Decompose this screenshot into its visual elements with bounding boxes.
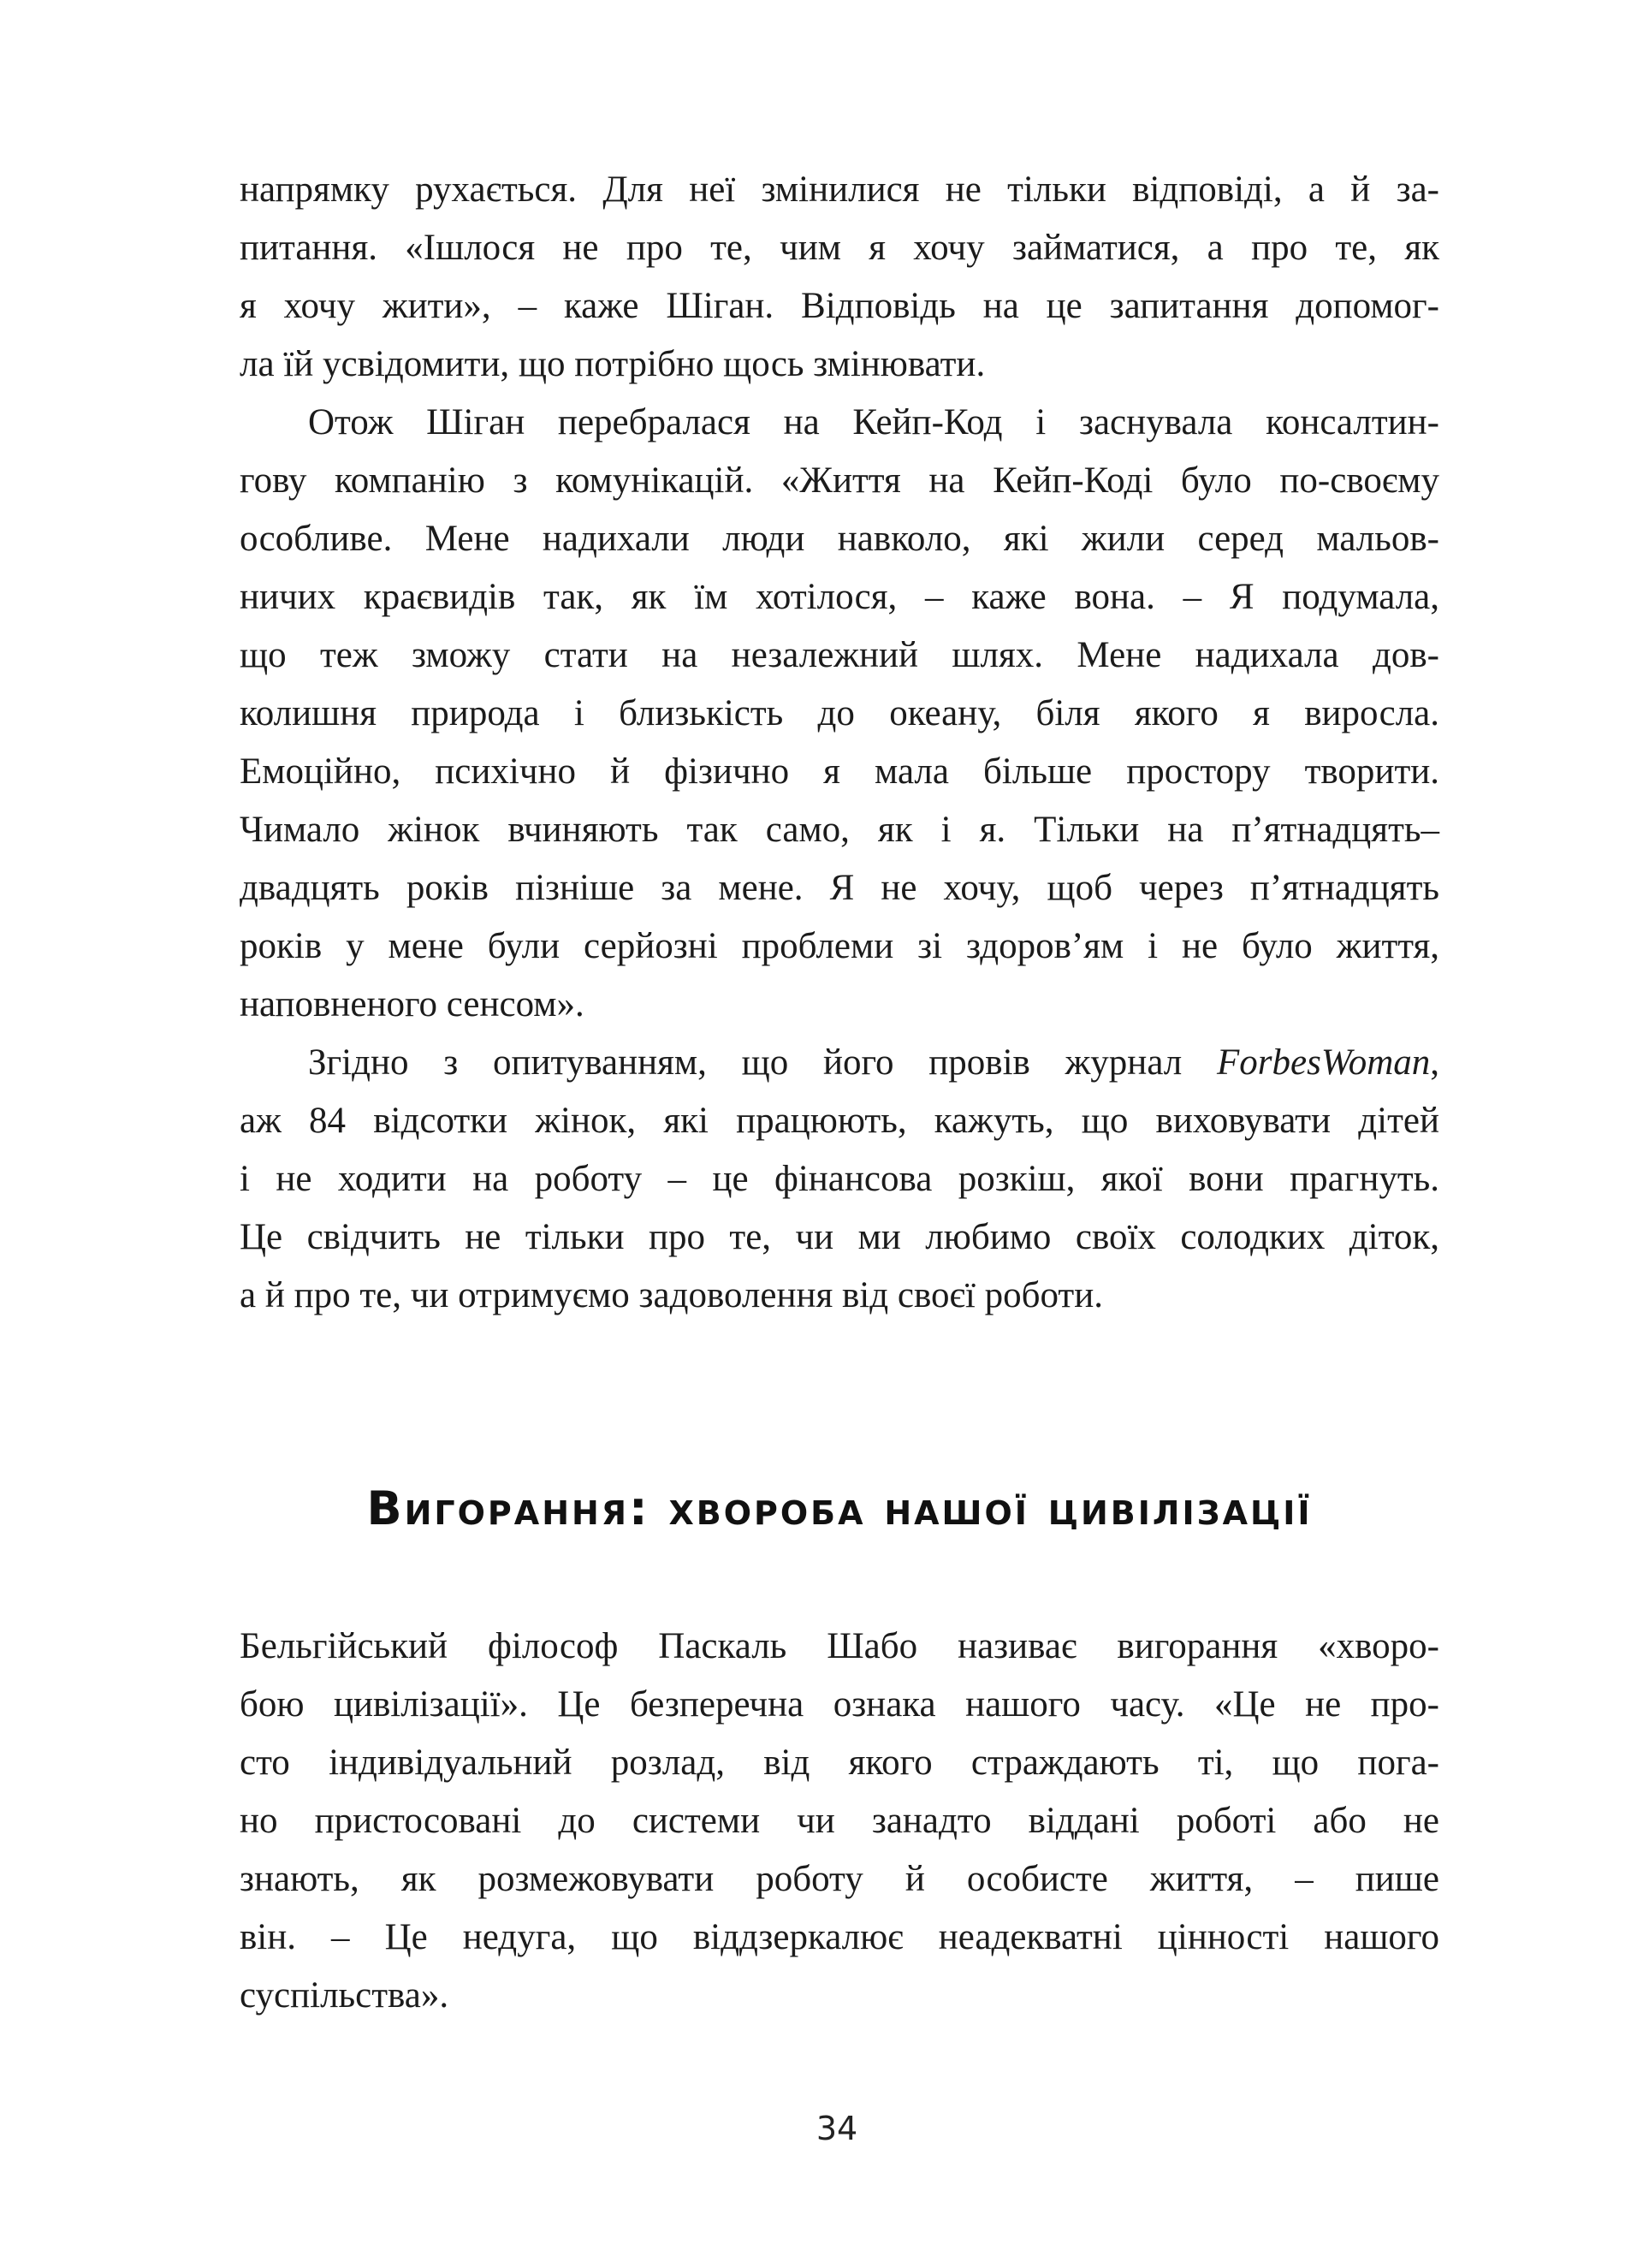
text-line bbox=[240, 1034, 1439, 1092]
text-line: я хочу жити», – каже Шіган. Відповідь на це запитання допомог- bbox=[240, 286, 1439, 326]
text-line: питання. «Ішлося не про те, чим я хочу займатися, а про те, як bbox=[240, 228, 1439, 268]
paragraph-4 bbox=[240, 1618, 1439, 2025]
text-run: , bbox=[1430, 1042, 1439, 1083]
text-line: ничих краєвидів так, як їм хотілося, – каже вона. – Я подумала, bbox=[240, 577, 1439, 617]
text-line: Чимало жінок вчиняють так само, як і я. Тільки на п’ятнадцять– bbox=[240, 810, 1439, 850]
text-line: а й про те, чи отримуємо задоволення від своєї роботи. bbox=[240, 1275, 1103, 1315]
body-section-2 bbox=[240, 1618, 1439, 2025]
text-line: років у мене були серйозні проблеми зі здоров’ям і не було життя, bbox=[240, 926, 1439, 966]
text-line: що теж зможу стати на незалежний шлях. Мене надихала дов- bbox=[240, 635, 1439, 675]
text-line: напрямку рухається. Для неї змінилися не тільки відповіді, а й за- bbox=[240, 169, 1439, 210]
paragraph-3 bbox=[240, 1034, 1439, 1325]
text-line: Це свідчить не тільки про те, чи ми любимо своїх солодких діток, bbox=[240, 1217, 1439, 1257]
text-line: колишня природа і близькість до океану, біля якого я виросла. bbox=[240, 693, 1439, 733]
text-line: гову компанію з комунікацій. «Життя на Кейп-Коді було по-своєму bbox=[240, 460, 1439, 501]
text-line: Отож Шіган перебралася на Кейп-Код і заснувала консалтин- bbox=[308, 402, 1439, 442]
page-number: 34 bbox=[816, 2110, 858, 2147]
text-run: Згідно з опитуванням, що його провів журнал bbox=[308, 1042, 1217, 1083]
text-line: двадцять років пізніше за мене. Я не хочу, щоб через п’ятнадцять bbox=[240, 868, 1439, 908]
text-line: аж 84 відсотки жінок, які працюють, кажуть, що виховувати дітей bbox=[240, 1101, 1439, 1141]
text-line: особливе. Мене надихали люди навколо, які жили серед мальов- bbox=[240, 519, 1439, 559]
text-line: він. – Це недуга, що віддзеркалює неадекватні цінності нашого bbox=[240, 1917, 1439, 1957]
text-line: Бельгійський філософ Паскаль Шабо називає вигорання «хворо- bbox=[240, 1626, 1439, 1666]
text-line: Емоційно, психічно й фізично я мала більше простору творити. bbox=[240, 751, 1439, 792]
text-line: сто індивідуальний розлад, від якого страждають ті, що пога- bbox=[240, 1743, 1439, 1783]
text-line: наповненого сенсом». bbox=[240, 984, 584, 1024]
text-line: знають, як розмежовувати роботу й особисте життя, – пише bbox=[240, 1859, 1439, 1899]
text-line: но пристосовані до системи чи занадто віддані роботі або не bbox=[240, 1801, 1439, 1841]
paragraph-1 bbox=[240, 161, 1439, 394]
body-section-1 bbox=[240, 161, 1439, 1325]
text-line: ла їй усвідомити, що потрібно щось змінювати. bbox=[240, 344, 986, 384]
text-line: бою цивілізації». Це безперечна ознака нашого часу. «Це не про- bbox=[240, 1684, 1439, 1725]
text-line: і не ходити на роботу – це фінансова розкіш, якої вони прагнуть. bbox=[240, 1159, 1439, 1199]
paragraph-2 bbox=[240, 394, 1439, 1034]
section-heading: Вигорання: хвороба нашої цивілізації bbox=[366, 1481, 1313, 1535]
text-line: суспільства». bbox=[240, 1975, 449, 2016]
magazine-title: ForbesWoman bbox=[1217, 1042, 1431, 1083]
